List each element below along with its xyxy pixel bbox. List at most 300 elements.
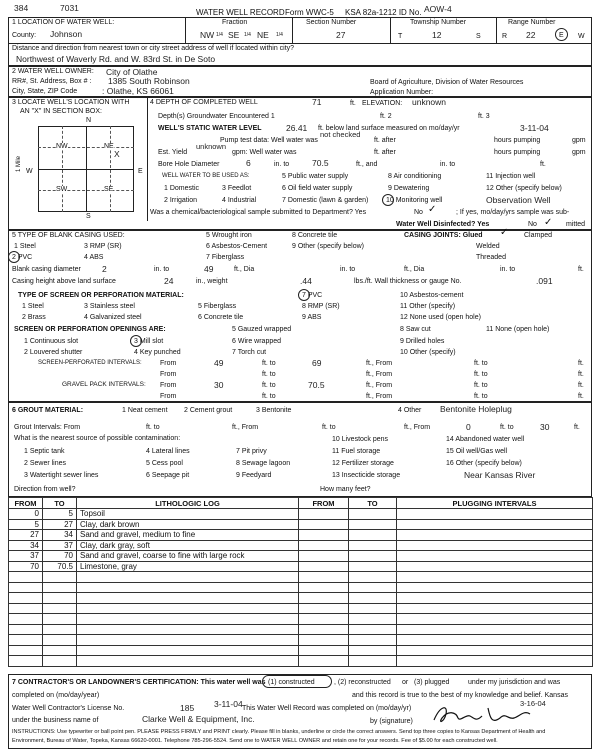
log-cell	[299, 582, 349, 593]
glued-check: ✓	[500, 227, 509, 238]
weight-value: .44	[300, 276, 312, 286]
direction-label: Direction from well?	[14, 486, 76, 493]
instructions-line2: Environment, Bureau of Water, Topeka, Kansas 66620-0001. Telephone 785-296-5524. Send one to WATER WELL OWNER and retain one for your records. Fee of $5.00 for each constructed well.	[12, 738, 498, 744]
lbs-label: lbs./ft. Wall thickness or gauge No.	[354, 278, 462, 285]
casing-9: 9 Other (specify below)	[292, 243, 364, 250]
gw-ft3: ft. 3	[478, 113, 490, 120]
opening-5: 5 Gauzed wrapped	[232, 326, 292, 333]
perf-ft-2: ft.	[578, 371, 584, 378]
log-cell	[349, 509, 397, 520]
gravel-to: 70.5	[308, 380, 325, 390]
section-number-label: Section Number	[306, 19, 357, 26]
log-cell	[299, 540, 349, 551]
static-value: 26.41	[286, 123, 308, 133]
log-cell	[299, 519, 349, 530]
cert-business: Clarke Well & Equipment, Inc.	[142, 714, 255, 724]
log-header-from: FROM	[9, 498, 43, 509]
locate-label: 3 LOCATE WELL'S LOCATION WITH	[12, 99, 130, 106]
log-lithology: Sand and gravel, medium to fine	[77, 530, 299, 541]
log-from: 37	[9, 551, 43, 562]
dia-in-to: in. to	[154, 266, 170, 273]
dia-value: 2	[102, 264, 107, 274]
casing-2: 2 PVC	[12, 254, 33, 261]
cert-line4a: under the business name of	[12, 717, 99, 724]
depth-ft: ft.	[350, 100, 356, 107]
log-cell	[397, 645, 593, 656]
county-label: County:	[12, 32, 37, 39]
log-cell	[43, 614, 77, 625]
dia-in-to-2: in. to	[340, 266, 356, 273]
quad-nw: NW	[56, 143, 68, 150]
grout-from: 0	[466, 422, 471, 432]
fraction-2: SE	[228, 30, 240, 40]
yield-unit: gpm: Well water was	[232, 149, 297, 156]
opening-10: 10 Other (specify)	[400, 349, 456, 356]
contam-10: 10 Livestock pens	[332, 436, 389, 443]
disinfected-check: ✓	[544, 217, 553, 228]
grout-4: 4 Other	[398, 407, 422, 414]
log-cell	[43, 635, 77, 646]
log-cell	[43, 582, 77, 593]
table-row	[9, 593, 593, 604]
quarter-3: 1/4	[276, 32, 283, 38]
contam-5: 5 Cess pool	[146, 460, 183, 467]
instructions-line1: INSTRUCTIONS: Use typewriter or ball point pen. PLEASE PRESS FIRMLY and PRINT clearly. Please fill in blanks, underline or circle the correct answers. Send top three copies to Kansas Department of Health and	[12, 729, 546, 735]
log-cell	[397, 509, 593, 520]
groundwater-label: Depth(s) Groundwater Encountered 1	[158, 113, 275, 120]
city-value: : Olathe, KS 66061	[102, 86, 174, 96]
perf-ft-to-4: ft. to	[474, 371, 488, 378]
quad-sw: SW	[56, 186, 68, 193]
log-cell	[397, 519, 593, 530]
screen-9: 9 ABS	[302, 314, 322, 321]
table-row	[9, 551, 593, 562]
log-cell	[397, 614, 593, 625]
section-number-value: 27	[336, 30, 346, 40]
log-cell	[397, 572, 593, 583]
cert-line1a: 7 CONTRACTOR'S OR LANDOWNER'S CERTIFICATION: This water well was	[12, 679, 266, 686]
log-cell	[43, 645, 77, 656]
cert-by: by (signature)	[370, 718, 413, 725]
log-from: 27	[9, 530, 43, 541]
log-cell	[397, 582, 593, 593]
log-cell	[299, 645, 349, 656]
gravel-ft-from-2: ft., From	[366, 393, 393, 400]
address-label: RR#, St. Address, Box # :	[12, 78, 92, 85]
grout-label: 6 GROUT MATERIAL:	[12, 407, 84, 414]
cert-license: 185	[180, 703, 195, 713]
screen-12: 12 None used (open hole)	[400, 314, 481, 321]
cert-line1c: (3) plugged	[414, 679, 450, 686]
grout-int-label: Grout Intervals: From	[14, 424, 81, 431]
casing-7: 7 Fiberglass	[206, 254, 245, 261]
perf-ft-to-2: ft. to	[474, 360, 488, 367]
grout-ft-to-2: ft. to	[322, 424, 336, 431]
casing-6: 6 Asbestos-Cement	[206, 243, 268, 250]
cert-date: 3-11-04	[214, 699, 243, 709]
opening-2: 2 Louvered shutter	[24, 349, 83, 356]
quad-se: SE	[104, 186, 114, 193]
perf-ft: ft.	[578, 360, 584, 367]
grout-2: 2 Cement grout	[184, 407, 233, 414]
log-header-plug-from: FROM	[299, 498, 349, 509]
log-cell	[77, 635, 299, 646]
table-row	[9, 645, 593, 656]
id-number: AOW-4	[424, 4, 452, 14]
log-cell	[77, 624, 299, 635]
log-cell	[349, 540, 397, 551]
pump-label: Pump test data: Well water was	[220, 137, 318, 144]
pump-value: not checked	[320, 130, 361, 139]
log-cell	[349, 551, 397, 562]
gw-ft2: ft. 2	[380, 113, 392, 120]
locate-label-2: AN "X" IN SECTION BOX:	[20, 108, 102, 115]
use-label: WELL WATER TO BE USED AS:	[162, 173, 250, 179]
disinfected-no: No	[528, 221, 537, 228]
contam-8: 8 Sewage lagoon	[236, 460, 291, 467]
city-label: City, State, ZIP Code	[12, 88, 78, 95]
depth-value: 71	[312, 97, 322, 107]
chem-after: ; If yes, mo/day/yrs sample was sub-	[456, 209, 570, 216]
log-cell	[299, 572, 349, 583]
log-to: 70	[43, 551, 77, 562]
range-r: R	[502, 33, 508, 40]
gravel-ft: ft.	[578, 382, 584, 389]
perf-ft-to: ft. to	[262, 360, 276, 367]
use-9: 9 Dewatering	[388, 185, 430, 192]
use-8: 8 Air conditioning	[388, 173, 442, 180]
log-to: 37	[43, 540, 77, 551]
log-cell	[349, 530, 397, 541]
use-3: 3 Feedlot	[222, 185, 252, 192]
contam-3: 3 Watertight sewer lines	[24, 472, 99, 479]
clamped-label: Clamped	[524, 232, 553, 239]
grout-3: 3 Bentonite	[256, 407, 292, 414]
depth-label: 4 DEPTH OF COMPLETED WELL	[150, 99, 258, 106]
cert-line2a: completed on (mo/day/year)	[12, 692, 100, 699]
dia-ft: ft.	[578, 266, 584, 273]
log-to: 27	[43, 519, 77, 530]
contam-12: 12 Fertilizer storage	[332, 460, 394, 467]
log-cell	[349, 519, 397, 530]
use-6: 6 Oil field water supply	[282, 185, 353, 192]
opening-4: 4 Key punched	[134, 349, 181, 356]
fraction-3: NE	[257, 30, 269, 40]
gravel-ft-from: ft., From	[366, 382, 393, 389]
log-lithology: Clay, dark gray, soft	[77, 540, 299, 551]
range-e: E	[559, 32, 564, 39]
header-id-left-1: 384	[14, 3, 29, 13]
ksa-label: KSA 82a-1212 ID No.	[345, 8, 422, 17]
bore-ft-and: ft., and	[356, 161, 378, 168]
log-cell	[299, 551, 349, 562]
log-cell	[43, 603, 77, 614]
contam-1: 1 Septic tank	[24, 448, 65, 455]
screen-4: 4 Galvanized steel	[84, 314, 142, 321]
screen-5: 5 Fiberglass	[198, 303, 237, 310]
yield-hours: hours pumping	[494, 149, 541, 156]
log-cell	[77, 603, 299, 614]
log-cell	[43, 656, 77, 667]
perf-from-label-2: From	[160, 371, 177, 378]
log-cell	[397, 530, 593, 541]
log-cell	[9, 572, 43, 583]
cert-date2: 3-16-04	[520, 699, 546, 708]
log-cell	[9, 614, 43, 625]
table-row	[9, 635, 593, 646]
gravel-ft-to-2: ft. to	[474, 382, 488, 389]
grout-ft-from-2: ft., From	[404, 424, 431, 431]
yield-value: unknown	[196, 142, 227, 151]
gravel-from-label-2: From	[160, 393, 177, 400]
contam-11: 11 Fuel storage	[332, 448, 381, 455]
log-cell	[397, 624, 593, 635]
form-title: WATER WELL RECORD	[196, 8, 285, 17]
log-cell	[299, 509, 349, 520]
log-cell	[349, 645, 397, 656]
owner-name: City of Olathe	[106, 67, 158, 77]
casing-5: 5 Wrought iron	[206, 232, 252, 239]
log-cell	[349, 561, 397, 572]
log-cell	[9, 635, 43, 646]
application-label: Application Number:	[370, 89, 434, 96]
disinfected-label: Water Well Disinfected? Yes	[396, 221, 490, 228]
log-cell	[43, 624, 77, 635]
casing-4: 4 ABS	[84, 254, 104, 261]
log-cell	[77, 656, 299, 667]
chem-mitted: mitted	[566, 221, 586, 228]
table-row	[9, 530, 593, 541]
opening-8: 8 Saw cut	[400, 326, 431, 333]
quarter-1: 1/4	[216, 32, 223, 38]
use-5: 5 Public water supply	[282, 173, 349, 180]
pump-hours: hours pumping	[494, 137, 541, 144]
log-cell	[349, 624, 397, 635]
contam-4: 4 Lateral lines	[146, 448, 190, 455]
table-row	[9, 624, 593, 635]
quad-ne: NE	[104, 143, 114, 150]
log-cell	[349, 582, 397, 593]
screen-11: 11 Other (specify)	[400, 303, 456, 310]
contam-13: 13 Insecticide storage	[332, 472, 401, 479]
gauge-value: .091	[536, 276, 553, 286]
dia-ft-dia-2: ft., Dia	[404, 266, 425, 273]
opening-9: 9 Drilled holes	[400, 338, 445, 345]
bore-ft: ft.	[540, 161, 546, 168]
log-cell	[397, 603, 593, 614]
compass-n: N	[86, 117, 92, 124]
log-cell	[349, 614, 397, 625]
log-from: 34	[9, 540, 43, 551]
contam-other-value: Near Kansas River	[464, 470, 536, 480]
range-label: Range Number	[508, 19, 556, 26]
table-row	[9, 603, 593, 614]
log-cell	[349, 656, 397, 667]
table-row	[9, 519, 593, 530]
log-cell	[43, 593, 77, 604]
bore-to: 70.5	[312, 158, 329, 168]
screen-10: 10 Asbestos-cement	[400, 292, 464, 299]
compass-e: E	[138, 168, 143, 175]
log-cell	[9, 624, 43, 635]
cert-line1d: under my jurisdiction and was	[468, 679, 561, 686]
log-lithology: Sand and gravel, coarse to fine with large rock	[77, 551, 299, 562]
yield-label: Est. Yield	[158, 149, 188, 156]
log-from: 5	[9, 519, 43, 530]
log-cell	[397, 635, 593, 646]
township-t: T	[398, 33, 403, 40]
use-other-value: Observation Well	[486, 195, 551, 205]
opening-7: 7 Torch cut	[232, 349, 267, 356]
cert-constructed: (1) constructed	[268, 679, 315, 686]
township-value: 12	[432, 30, 442, 40]
gravel-ft-to-4: ft. to	[474, 393, 488, 400]
contam-label: What is the nearest source of possible contamination:	[14, 435, 181, 442]
grout-1: 1 Neat cement	[122, 407, 168, 414]
log-header-plug-to: TO	[349, 498, 397, 509]
opening-1: 1 Continuous slot	[24, 338, 79, 345]
contam-14: 14 Abandoned water well	[446, 436, 525, 443]
log-cell	[349, 593, 397, 604]
cert-line1b: , (2) reconstructed	[334, 679, 391, 686]
log-cell	[77, 572, 299, 583]
contam-15: 15 Oil well/Gas well	[446, 448, 508, 455]
pump-gpm: gpm	[572, 137, 586, 144]
quarter-2: 1/4	[244, 32, 251, 38]
grout-ft-from: ft., From	[232, 424, 259, 431]
log-header-to: TO	[43, 498, 77, 509]
township-s: S	[476, 33, 481, 40]
cert-or: or	[402, 679, 409, 686]
joints-label: CASING JOINTS: Glued	[404, 232, 483, 239]
screen-8: 8 RMP (SR)	[302, 303, 340, 310]
chem-no: No	[414, 209, 423, 216]
bore-label: Bore Hole Diameter	[158, 161, 220, 168]
log-cell	[9, 582, 43, 593]
log-cell	[9, 656, 43, 667]
grout-ft-to-3: ft. to	[500, 424, 514, 431]
use-12: 12 Other (specify below)	[486, 185, 562, 192]
mile-label: 1 Mile	[16, 155, 22, 172]
log-cell	[349, 603, 397, 614]
bore-value: 6	[246, 158, 251, 168]
township-label: Township Number	[410, 19, 467, 26]
grout-ft-to: ft. to	[146, 424, 160, 431]
use-11: 11 Injection well	[486, 173, 536, 180]
log-header-plug: PLUGGING INTERVALS	[397, 498, 593, 509]
location-label: 1 LOCATION OF WATER WELL:	[12, 19, 115, 26]
perf-ft-from: ft., From	[366, 360, 393, 367]
log-cell	[77, 593, 299, 604]
table-row	[9, 614, 593, 625]
casing-8: 8 Concrete tile	[292, 232, 338, 239]
log-lithology: Topsoil	[77, 509, 299, 520]
opening-11: 11 None (open hole)	[486, 326, 550, 333]
use-2: 2 Irrigation	[164, 197, 198, 204]
gravel-ft-to-3: ft. to	[262, 393, 276, 400]
contam-7: 7 Pit privy	[236, 448, 267, 455]
cert-line3a: Water Well Contractor's License No.	[12, 705, 125, 712]
elevation-label: ELEVATION:	[362, 100, 403, 107]
log-cell	[9, 593, 43, 604]
log-lithology: Clay, dark brown	[77, 519, 299, 530]
log-cell	[77, 645, 299, 656]
log-cell	[77, 582, 299, 593]
fraction-label: Fraction	[222, 19, 248, 26]
log-cell	[397, 656, 593, 667]
table-row	[9, 582, 593, 593]
log-cell	[397, 593, 593, 604]
dia-to-value: 49	[204, 264, 214, 274]
yield-ftafter: ft. after	[374, 149, 396, 156]
table-row	[9, 509, 593, 520]
casing-3: 3 RMP (SR)	[84, 243, 122, 250]
contam-6: 6 Seepage pit	[146, 472, 190, 479]
table-row	[9, 572, 593, 583]
contam-9: 9 Feedyard	[236, 472, 272, 479]
height-weight-label: in., weight	[196, 278, 228, 285]
use-4: 4 Industrial	[222, 197, 257, 204]
log-from: 70	[9, 561, 43, 572]
static-after: ft. below land surface measured on mo/day/yr	[318, 125, 460, 132]
range-value: 22	[526, 30, 536, 40]
header-id-left-2: 7031	[60, 3, 79, 13]
compass-w: W	[26, 168, 33, 175]
use-1: 1 Domestic	[164, 185, 200, 192]
gravel-label: GRAVEL PACK INTERVALS:	[62, 381, 146, 388]
cert-line3b: This Water Well Record was completed on (mo/day/yr)	[242, 705, 412, 712]
perf-ft-from-2: ft., From	[366, 371, 393, 378]
screen-2: 2 Brass	[22, 314, 46, 321]
log-cell	[299, 530, 349, 541]
fraction-1: NW	[200, 30, 215, 40]
threaded-label: Threaded	[476, 254, 506, 261]
opening-3: 3 Mill slot	[134, 338, 164, 345]
owner-label: 2 WATER WELL OWNER:	[12, 68, 94, 75]
height-label: Casing height above land surface	[12, 278, 116, 285]
log-header-lith: LITHOLOGIC LOG	[77, 498, 299, 509]
log-cell	[299, 593, 349, 604]
screen-7: 7 PVC	[302, 292, 323, 299]
county-value: Johnson	[50, 29, 83, 39]
log-cell	[299, 603, 349, 614]
log-cell	[299, 561, 349, 572]
log-cell	[9, 603, 43, 614]
contam-16: 16 Other (specify below)	[446, 460, 522, 467]
log-cell	[299, 624, 349, 635]
distance-label: Distance and direction from nearest town or city street address of well if located within city?	[12, 45, 295, 52]
log-cell	[397, 561, 593, 572]
log-table	[8, 497, 593, 667]
elevation-value: unknown	[412, 97, 447, 107]
yield-gpm: gpm	[572, 149, 586, 156]
static-date: 3-11-04	[520, 123, 549, 133]
chem-label: Was a chemical/bacteriological sample submitted to Department? Yes	[150, 209, 367, 216]
log-cell	[77, 614, 299, 625]
signature	[430, 700, 550, 728]
welded-label: Welded	[476, 243, 500, 250]
casing-label: 5 TYPE OF BLANK CASING USED:	[12, 232, 125, 239]
log-lithology: Limestone, gray	[77, 561, 299, 572]
log-cell	[397, 551, 593, 562]
distance-value: Northwest of Waverly Rd. and W. 83rd St. in De Soto	[16, 54, 216, 64]
dia-ft-dia: ft., Dia	[234, 266, 255, 273]
log-cell	[299, 635, 349, 646]
opening-6: 6 Wire wrapped	[232, 338, 282, 345]
log-to: 5	[43, 509, 77, 520]
grout-other: Bentonite Holeplug	[440, 404, 512, 414]
log-cell	[349, 635, 397, 646]
